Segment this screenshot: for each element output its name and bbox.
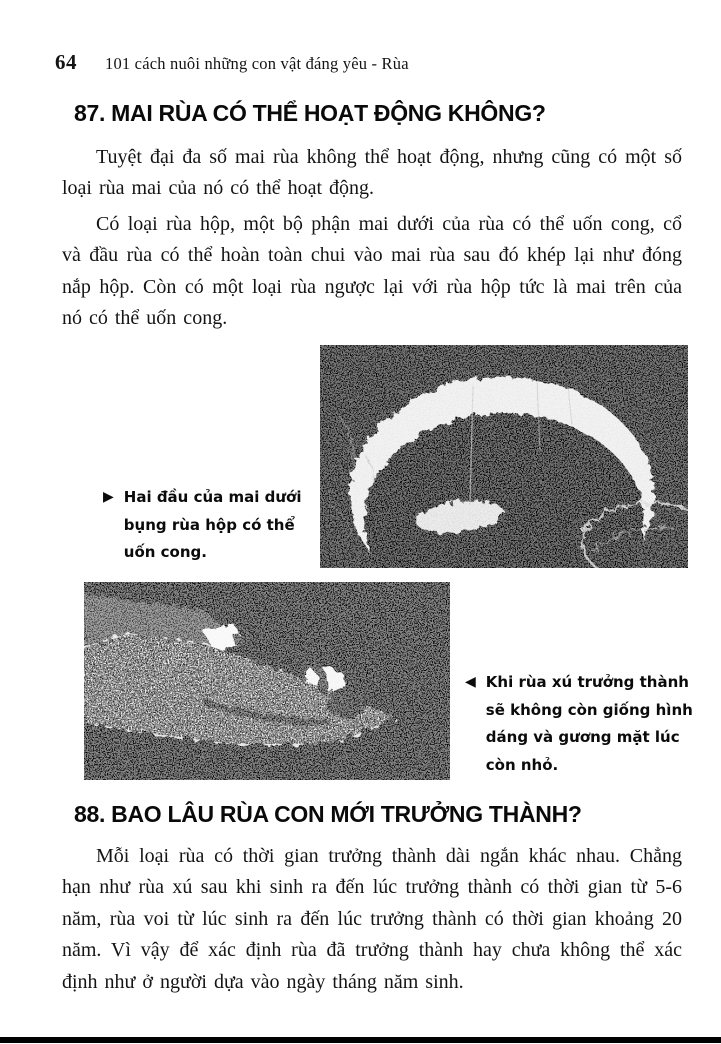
section-88-heading: 88. BAO LÂU RÙA CON MỚI TRƯỞNG THÀNH? [74,801,582,827]
section-87-paragraph-1: Tuyệt đại đa số mai rùa không thể hoạt động, nhưng cũng có một số loại rùa mai của nó có thể hoạt động. [62,146,682,200]
left-arrow-icon: ◀ [465,674,476,690]
figure-2-caption [465,669,707,779]
page-number: 64 [55,50,77,74]
turtle-shell-photo [320,345,688,568]
running-head [55,50,409,75]
section-87-paragraph-2: Có loại rùa hộp, một bộ phận mai dưới của rùa có thể uốn cong, cổ và đầu rùa có thể hoàn toàn chui vào mai rùa sau đó khép lại như đóng nắp hộp. Còn có một loại rùa ngược lại với rùa hộp tức là mai trên của nó có thể uốn cong. [62,213,682,330]
young-turtle-photo [84,582,450,780]
figure-2-caption-text: Khi rùa xú trưởng thành sẽ không còn giống hình dáng và gương mặt lúc còn nhỏ. [485,673,693,774]
section-87-heading: 87. MAI RÙA CÓ THỂ HOẠT ĐỘNG KHÔNG? [74,100,546,126]
right-arrow-icon: ▶ [103,489,114,505]
figure-1-caption-text: Hai đầu của mai dưới bụng rùa hộp có thể uốn cong. [123,488,302,561]
bottom-rule [0,1037,721,1043]
section-88-paragraph-1: Mỗi loại rùa có thời gian trưởng thành dài ngắn khác nhau. Chẳng hạn như rùa xú sau khi sinh ra đến lúc trưởng thành có thời gian từ 5-6 năm, rùa voi từ lúc sinh ra đến lúc trưởng thành có thời gian khoảng 20 năm. Vì vậy để xác định rùa đã trưởng thành hay chưa không thể xác định như ở người dựa vào ngày tháng năm sinh. [62,845,682,993]
running-title: 101 cách nuôi những con vật đáng yêu - Rùa [105,54,409,73]
figure-1-caption [103,484,321,567]
